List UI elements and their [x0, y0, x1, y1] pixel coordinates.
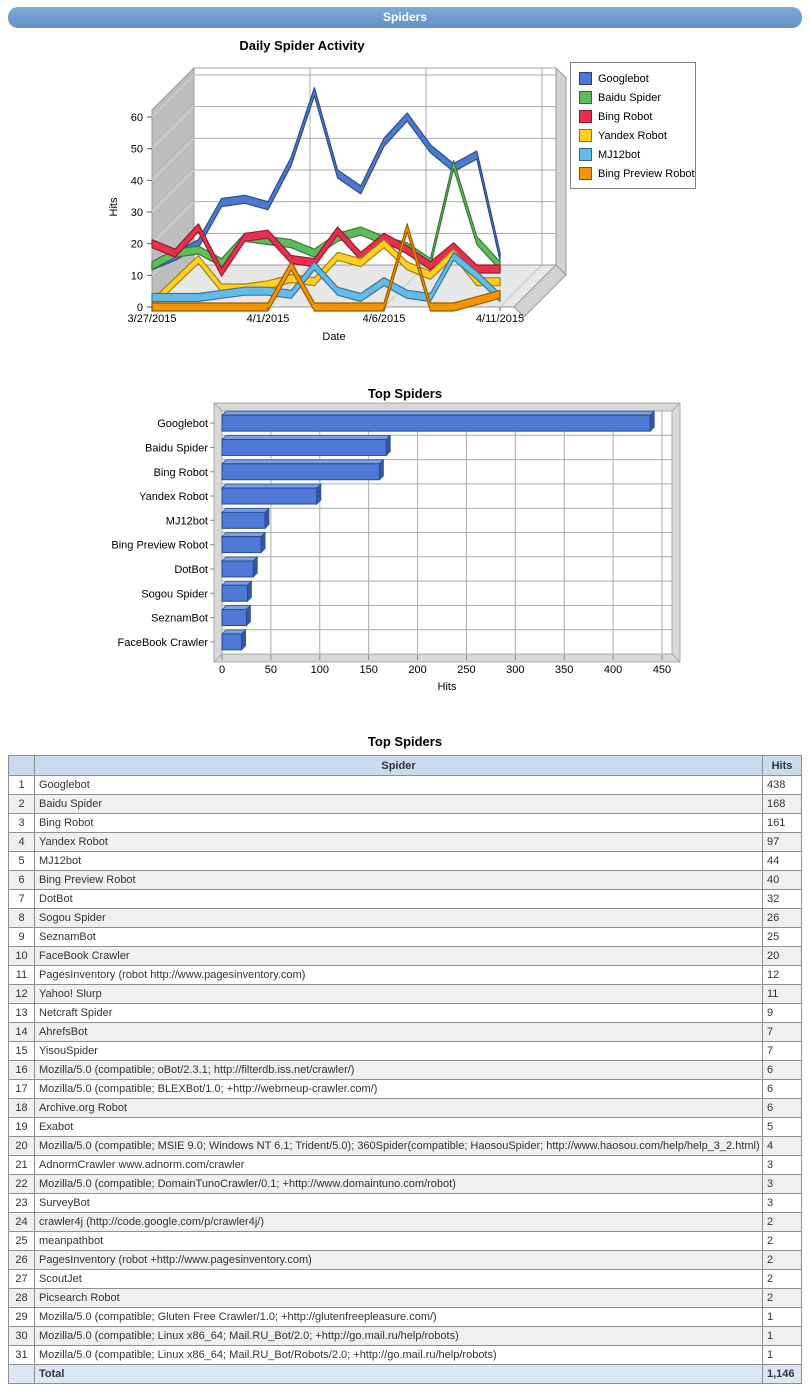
rank-cell: 27: [9, 1270, 35, 1289]
section-header-title: Spiders: [382, 10, 427, 24]
legend-swatch-icon: [579, 148, 592, 161]
table-row: [9, 1194, 802, 1213]
spider-cell: Mozilla/5.0 (compatible; DomainTunoCrawler/0.1; +http://www.domaintuno.com/robot): [35, 1175, 763, 1194]
bar-mj12bot: [222, 508, 269, 528]
spider-cell: DotBot: [35, 890, 763, 909]
spider-header-cell: Spider: [35, 756, 763, 776]
hits-cell: 1: [763, 1327, 802, 1346]
hits-cell: 26: [763, 909, 802, 928]
bar-chart-title: Top Spiders: [367, 386, 443, 401]
bar-x-tick-label: 150: [359, 664, 378, 676]
table-row: [9, 928, 802, 947]
rank-cell: 20: [9, 1137, 35, 1156]
y-tick-label: 50: [130, 143, 143, 156]
spider-cell: Bing Preview Robot: [35, 871, 763, 890]
total-label-cell: Total: [35, 1365, 763, 1384]
rank-cell: 6: [9, 871, 35, 890]
hits-cell: 2: [763, 1251, 802, 1270]
hits-cell: 3: [763, 1194, 802, 1213]
spider-cell: PagesInventory (robot +http://www.pagesinventory.com): [35, 1251, 763, 1270]
y-tick-label: 30: [130, 206, 143, 219]
table-row: [9, 1232, 802, 1251]
hits-cell: 20: [763, 947, 802, 966]
legend-item: [579, 69, 695, 88]
hits-cell: 2: [763, 1213, 802, 1232]
bar-category-label: Yandex Robot: [139, 491, 208, 504]
bar-category-label: DotBot: [174, 563, 208, 576]
bar-x-tick-label: 0: [218, 664, 226, 676]
hits-cell: 11: [763, 985, 802, 1004]
bar-x-tick-label: 300: [506, 664, 525, 676]
rank-cell: 5: [9, 852, 35, 871]
line-chart-legend: [570, 62, 696, 189]
rank-cell: 7: [9, 890, 35, 909]
table-row: [9, 1023, 802, 1042]
rank-cell: 8: [9, 909, 35, 928]
x-tick-label: 4/11/2015: [475, 313, 525, 325]
spider-cell: Archive.org Robot: [35, 1099, 763, 1118]
table-row: [9, 795, 802, 814]
table-row: [9, 1080, 802, 1099]
table-row: [9, 871, 802, 890]
x-axis-label: Date: [322, 331, 346, 343]
spider-cell: PagesInventory (robot http://www.pagesinventory.com): [35, 966, 763, 985]
bar-facebook-crawler: [222, 630, 246, 650]
bar-bing-robot: [222, 460, 383, 480]
hits-cell: 9: [763, 1004, 802, 1023]
table-row: [9, 1308, 802, 1327]
x-tick-label: 4/6/2015: [362, 313, 406, 325]
table-title: Top Spiders: [367, 734, 443, 749]
top-spiders-table: [8, 755, 802, 1384]
y-tick-label: 20: [130, 238, 143, 251]
spider-cell: AdnormCrawler www.adnorm.com/crawler: [35, 1156, 763, 1175]
x-tick-label: 3/27/2015: [127, 313, 177, 325]
table-row: [9, 1137, 802, 1156]
bar-category-label: Googlebot: [157, 418, 208, 431]
table-row: [9, 1213, 802, 1232]
spider-cell: Mozilla/5.0 (compatible; BLEXBot/1.0; +http://webmeup-crawler.com/): [35, 1080, 763, 1099]
bar-x-tick-label: 250: [457, 664, 476, 676]
bar-category-label: Bing Preview Robot: [111, 539, 208, 552]
bar-bing-preview-robot: [222, 533, 265, 553]
bar-googlebot: [222, 411, 654, 431]
bar-x-tick-label: 350: [555, 664, 574, 676]
rank-cell: 22: [9, 1175, 35, 1194]
hits-cell: 161: [763, 814, 802, 833]
hits-cell: 40: [763, 871, 802, 890]
spider-cell: Netcraft Spider: [35, 1004, 763, 1023]
rank-cell: 14: [9, 1023, 35, 1042]
table-row: [9, 1175, 802, 1194]
hits-cell: 438: [763, 776, 802, 795]
legend-swatch-icon: [579, 129, 592, 142]
hits-cell: 4: [763, 1137, 802, 1156]
bar-category-label: Sogou Spider: [141, 588, 208, 601]
legend-label: Yandex Robot: [598, 129, 667, 142]
table-row: [9, 1327, 802, 1346]
table-row: [9, 947, 802, 966]
hits-cell: 6: [763, 1080, 802, 1099]
table-row: [9, 1042, 802, 1061]
x-tick-label: 4/1/2015: [246, 313, 290, 325]
table-header-row: [9, 756, 802, 776]
rank-cell: 18: [9, 1099, 35, 1118]
table-row: [9, 776, 802, 795]
spider-cell: Yahoo! Slurp: [35, 985, 763, 1004]
rank-cell: 17: [9, 1080, 35, 1099]
table-row: [9, 1099, 802, 1118]
legend-swatch-icon: [579, 72, 592, 85]
legend-label: Baidu Spider: [598, 91, 661, 104]
table-row: [9, 1118, 802, 1137]
spider-cell: SurveyBot: [35, 1194, 763, 1213]
hits-cell: 6: [763, 1061, 802, 1080]
rank-cell: 16: [9, 1061, 35, 1080]
rank-cell: 3: [9, 814, 35, 833]
spider-cell: AhrefsBot: [35, 1023, 763, 1042]
spider-cell: Googlebot: [35, 776, 763, 795]
rank-cell: 10: [9, 947, 35, 966]
rank-cell: 31: [9, 1346, 35, 1365]
hits-cell: 2: [763, 1232, 802, 1251]
total-hits-cell: 1,146: [763, 1365, 802, 1384]
bar-x-axis-label: Hits: [437, 681, 457, 693]
legend-swatch-icon: [579, 91, 592, 104]
legend-item: [579, 88, 695, 107]
hits-cell: 3: [763, 1175, 802, 1194]
rank-cell: 1: [9, 776, 35, 795]
legend-label: Bing Robot: [598, 110, 653, 123]
right-wall: [556, 68, 566, 275]
spider-cell: Mozilla/5.0 (compatible; MSIE 9.0; Windows NT 6.1; Trident/5.0); 360Spider(compatible; HaosouSpider; http://www.haosou.com/help/help_3_2.html): [35, 1137, 763, 1156]
table-row: [9, 966, 802, 985]
spider-cell: Mozilla/5.0 (compatible; Linux x86_64; Mail.RU_Bot/Robots/2.0; +http://go.mail.ru/help/robots): [35, 1346, 763, 1365]
rank-cell: 30: [9, 1327, 35, 1346]
rank-cell: 19: [9, 1118, 35, 1137]
table-row: [9, 1251, 802, 1270]
line-chart-title: Daily Spider Activity: [239, 38, 365, 53]
spider-cell: Mozilla/5.0 (compatible; Linux x86_64; Mail.RU_Bot/2.0; +http://go.mail.ru/help/robots): [35, 1327, 763, 1346]
spider-cell: meanpathbot: [35, 1232, 763, 1251]
table-row: [9, 833, 802, 852]
table-row: [9, 1289, 802, 1308]
spider-cell: Exabot: [35, 1118, 763, 1137]
legend-label: Googlebot: [598, 72, 649, 85]
spider-cell: ScoutJet: [35, 1270, 763, 1289]
bar-x-tick-label: 200: [408, 664, 427, 676]
hits-header-cell: Hits: [763, 756, 802, 776]
spider-cell: FaceBook Crawler: [35, 947, 763, 966]
hits-cell: 2: [763, 1270, 802, 1289]
line-chart: [108, 68, 566, 343]
hits-cell: 6: [763, 1099, 802, 1118]
table-row: [9, 1270, 802, 1289]
rank-cell: 29: [9, 1308, 35, 1327]
table-row: [9, 985, 802, 1004]
table-row: [9, 852, 802, 871]
rank-cell: 4: [9, 833, 35, 852]
hits-cell: 1: [763, 1346, 802, 1365]
hits-cell: 1: [763, 1308, 802, 1327]
spider-cell: Mozilla/5.0 (compatible; oBot/2.3.1; http://filterdb.iss.net/crawler/): [35, 1061, 763, 1080]
hits-cell: 97: [763, 833, 802, 852]
legend-item: [579, 145, 695, 164]
rank-cell: 25: [9, 1232, 35, 1251]
hits-cell: 5: [763, 1118, 802, 1137]
spider-cell: MJ12bot: [35, 852, 763, 871]
rank-cell: 24: [9, 1213, 35, 1232]
spider-cell: SeznamBot: [35, 928, 763, 947]
table-row: [9, 909, 802, 928]
rank-cell: 28: [9, 1289, 35, 1308]
spider-cell: Bing Robot: [35, 814, 763, 833]
spider-cell: Sogou Spider: [35, 909, 763, 928]
bar-category-label: MJ12bot: [165, 515, 208, 528]
rank-cell: 11: [9, 966, 35, 985]
bar-seznambot: [222, 606, 250, 626]
bar-category-label: Baidu Spider: [145, 442, 208, 455]
hits-cell: 7: [763, 1042, 802, 1061]
legend-item: [579, 107, 695, 126]
legend-item: [579, 164, 695, 183]
hits-cell: 2: [763, 1289, 802, 1308]
bar-x-tick-label: 50: [264, 664, 278, 676]
spider-cell: YisouSpider: [35, 1042, 763, 1061]
bar-x-tick-label: 400: [603, 664, 623, 676]
bar-category-label: Bing Robot: [153, 466, 208, 479]
y-tick-label: 10: [130, 270, 143, 283]
spider-cell: Picsearch Robot: [35, 1289, 763, 1308]
spider-cell: Baidu Spider: [35, 795, 763, 814]
y-tick-label: 60: [130, 111, 143, 124]
legend-label: MJ12bot: [598, 148, 641, 161]
y-axis-label: Hits: [108, 197, 120, 217]
y-tick-label: 0: [136, 302, 143, 314]
rank-cell: 15: [9, 1042, 35, 1061]
hits-cell: 3: [763, 1156, 802, 1175]
spider-cell: Yandex Robot: [35, 833, 763, 852]
bar-dotbot: [222, 557, 257, 577]
legend-swatch-icon: [579, 110, 592, 123]
table-row: [9, 814, 802, 833]
bar-baidu-spider: [222, 435, 390, 455]
table-total-row: [9, 1365, 802, 1384]
bar-category-label: SeznamBot: [151, 612, 208, 625]
table-row: [9, 1156, 802, 1175]
hits-cell: 168: [763, 795, 802, 814]
spider-cell: Mozilla/5.0 (compatible; Gluten Free Crawler/1.0; +http://glutenfreepleasure.com/): [35, 1308, 763, 1327]
rank-cell: 21: [9, 1156, 35, 1175]
rank-cell: 12: [9, 985, 35, 1004]
spider-cell: crawler4j (http://code.google.com/p/crawler4j/): [35, 1213, 763, 1232]
table-row: [9, 1061, 802, 1080]
table-row: [9, 890, 802, 909]
rank-cell: 13: [9, 1004, 35, 1023]
rank-cell: 26: [9, 1251, 35, 1270]
total-rank-cell: [9, 1365, 35, 1384]
bar-sogou-spider: [222, 581, 251, 601]
bar-x-tick-label: 450: [652, 664, 672, 676]
hits-cell: 7: [763, 1023, 802, 1042]
bar-category-label: FaceBook Crawler: [117, 636, 208, 649]
rank-cell: 2: [9, 795, 35, 814]
table-row: [9, 1346, 802, 1365]
bar-yandex-robot: [222, 484, 321, 504]
legend-label: Bing Preview Robot: [598, 167, 695, 180]
hits-cell: 25: [763, 928, 802, 947]
table-row: [9, 1004, 802, 1023]
bar-chart: [111, 403, 680, 693]
rank-header-cell: [9, 756, 35, 776]
hits-cell: 44: [763, 852, 802, 871]
bar-x-tick-label: 100: [310, 664, 329, 676]
hits-cell: 12: [763, 966, 802, 985]
y-tick-label: 40: [130, 175, 143, 188]
legend-swatch-icon: [579, 167, 592, 180]
rank-cell: 9: [9, 928, 35, 947]
legend-item: [579, 126, 695, 145]
hits-cell: 32: [763, 890, 802, 909]
rank-cell: 23: [9, 1194, 35, 1213]
